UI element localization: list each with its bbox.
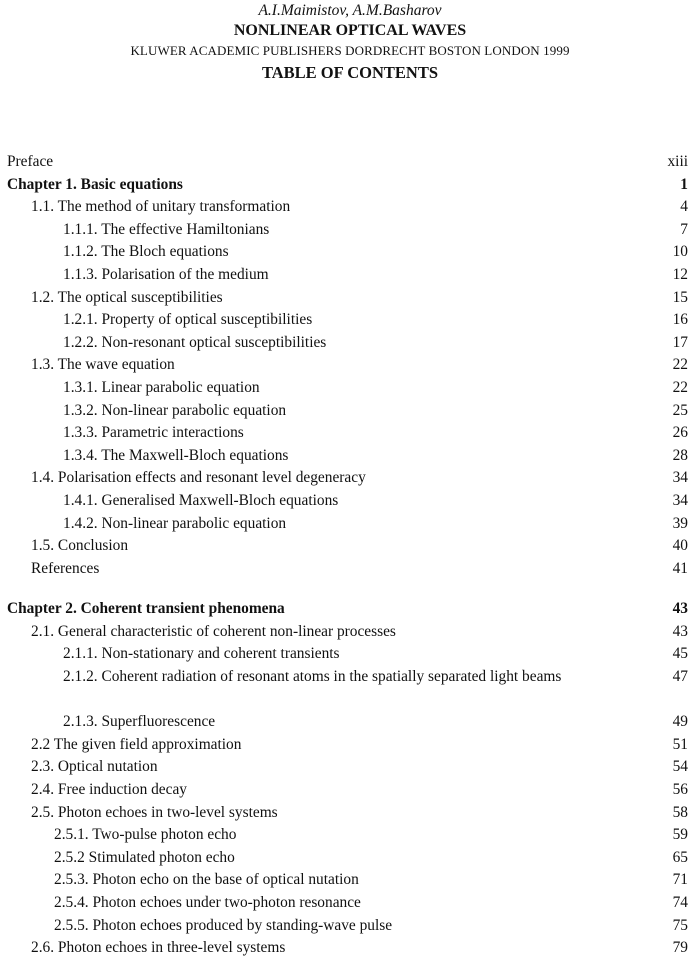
toc-entry-title: 1.4.2. Non-linear parabolic equation	[63, 514, 287, 532]
toc-entry-page: 25	[672, 401, 688, 419]
toc-entry	[0, 264, 700, 287]
toc-entry-page: 75	[672, 916, 688, 934]
toc-entry	[0, 756, 700, 779]
toc-chapter-entry	[0, 598, 700, 621]
toc-entry	[0, 869, 700, 892]
toc-entry-page: 26	[672, 424, 688, 442]
toc-entry-title: 1.4. Polarisation effects and resonant level degeneracy	[31, 469, 366, 487]
toc-entry-page: 49	[672, 713, 688, 731]
book-title: NONLINEAR OPTICAL WAVES	[233, 22, 467, 39]
toc-entry-page: 34	[672, 491, 688, 509]
toc-entry	[0, 558, 700, 581]
toc-chapter-entry	[0, 174, 700, 197]
toc-entry-page: 7	[680, 220, 688, 238]
toc-entry-title: 2.1. General characteristic of coherent non-linear processes	[31, 622, 396, 640]
toc-entry-title: 2.5.3. Photon echo on the base of optical nutation	[54, 871, 359, 889]
toc-entry-page: 47	[672, 668, 688, 686]
publisher-line: KLUWER ACADEMIC PUBLISHERS DORDRECHT BOSTON LONDON 1999	[130, 43, 570, 58]
toc-entry-title: 2.5.4. Photon echoes under two-photon resonance	[54, 894, 361, 911]
toc-entry-title: 1.2. The optical susceptibilities	[31, 288, 223, 306]
toc-entry-title: 2.5.5. Photon echoes produced by standing-wave pulse	[54, 916, 393, 934]
toc-entry	[0, 241, 700, 264]
toc-entry-title: 1.3. The wave equation	[31, 356, 175, 374]
toc-entry-page: 4	[680, 198, 688, 216]
toc-entry-page: 17	[672, 333, 688, 351]
toc-entry-title: 1.3.1. Linear parabolic equation	[63, 378, 260, 396]
toc-entry	[0, 824, 700, 847]
toc-entry-page: 15	[672, 288, 688, 306]
toc-entry	[0, 621, 700, 644]
toc-entry-page: 40	[672, 537, 688, 555]
chapter-spacer	[0, 580, 700, 598]
toc-entry-page: 79	[672, 939, 688, 957]
toc-entry-page: 43	[672, 622, 688, 640]
toc-entry-page: xiii	[667, 153, 688, 170]
toc-entry-title: 2.1.2. Coherent radiation of resonant atoms in the spatially separated light beams	[63, 668, 562, 686]
toc-entry-page: 54	[672, 758, 688, 776]
toc-entry-title: Preface	[7, 153, 54, 170]
toc-entry	[0, 354, 700, 377]
toc-entry-page: 43	[672, 600, 688, 618]
toc-entry	[0, 711, 700, 734]
toc-entry-title: 1.4.1. Generalised Maxwell-Bloch equations	[63, 491, 339, 509]
toc-entry-page: 59	[672, 826, 688, 844]
toc-entry-page: 58	[672, 803, 688, 821]
toc-entry-title: 2.5.1. Two-pulse photon echo	[54, 826, 237, 844]
toc-entry	[0, 847, 700, 870]
toc-entry	[0, 666, 700, 711]
toc-entry-page: 74	[672, 894, 688, 911]
toc-entry-title: 2.2 The given field approximation	[31, 735, 242, 753]
toc-entry	[0, 802, 700, 825]
toc-entry	[0, 287, 700, 310]
toc-entry-title: 2.3. Optical nutation	[31, 758, 158, 776]
toc-entry-page: 45	[672, 645, 688, 663]
toc-entry-title: 1.1. The method of unitary transformation	[31, 198, 291, 216]
toc-entry-title: 1.5. Conclusion	[31, 537, 129, 555]
toc-entry-title: 1.3.2. Non-linear parabolic equation	[63, 401, 287, 419]
toc-entry	[0, 779, 700, 802]
toc-entry-page: 10	[672, 243, 688, 261]
toc-entry-page: 34	[672, 469, 688, 487]
authors: A.I.Maimistov, A.M.Basharov	[258, 2, 442, 19]
toc-entry	[0, 535, 700, 558]
toc-entry	[0, 151, 700, 174]
toc-entry	[0, 467, 700, 490]
toc-entry-page: 56	[672, 781, 688, 799]
toc-entry-title: 2.1.3. Superfluorescence	[63, 713, 216, 731]
toc-entry-page: 22	[672, 378, 688, 396]
toc-entry-page: 41	[672, 559, 688, 577]
toc-entry-title: 1.1.3. Polarisation of the medium	[63, 265, 269, 283]
table-of-contents	[0, 151, 700, 960]
toc-entry-page: 39	[672, 514, 688, 532]
toc-entry-title: 2.5. Photon echoes in two-level systems	[31, 803, 278, 821]
toc-entry	[0, 332, 700, 355]
toc-entry-title: 1.2.1. Property of optical susceptibilities	[63, 311, 313, 329]
toc-entry	[0, 219, 700, 242]
toc-entry	[0, 643, 700, 666]
toc-entry	[0, 937, 700, 960]
toc-entry	[0, 445, 700, 468]
toc-entry	[0, 196, 700, 219]
toc-entry	[0, 915, 700, 938]
toc-entry	[0, 490, 700, 513]
toc-heading: TABLE OF CONTENTS	[261, 63, 439, 82]
toc-entry-title: 1.1.2. The Bloch equations	[63, 243, 229, 261]
toc-entry-title: 1.3.3. Parametric interactions	[63, 424, 244, 442]
toc-entry-page: 65	[672, 848, 688, 866]
toc-entry-title: 1.2.2. Non-resonant optical susceptibilities	[63, 333, 327, 351]
toc-entry-title: 1.3.4. The Maxwell-Bloch equations	[63, 446, 289, 464]
toc-entry-title: Chapter 2. Coherent transient phenomena	[7, 600, 285, 618]
toc-entry-page: 71	[672, 871, 688, 889]
toc-entry-page: 22	[672, 356, 688, 374]
toc-entry	[0, 400, 700, 423]
toc-entry	[0, 377, 700, 400]
toc-entry-title: 2.4. Free induction decay	[31, 781, 187, 799]
toc-entry	[0, 309, 700, 332]
toc-entry-title: 1.1.1. The effective Hamiltonians	[63, 220, 270, 238]
toc-entry	[0, 513, 700, 536]
toc-entry-page: 12	[672, 265, 688, 283]
toc-entry-title: 2.5.2 Stimulated photon echo	[54, 848, 235, 866]
toc-entry-page: 51	[672, 735, 688, 753]
toc-entry-title: References	[31, 559, 100, 577]
toc-entry	[0, 734, 700, 757]
toc-entry-page: 1	[680, 175, 688, 193]
toc-entry-page: 16	[672, 311, 688, 329]
toc-entry-title: Chapter 1. Basic equations	[7, 175, 183, 193]
toc-entry-title: 2.1.1. Non-stationary and coherent transients	[63, 645, 340, 663]
toc-entry	[0, 892, 700, 915]
toc-entry-page: 28	[672, 446, 688, 464]
toc-entry-title: 2.6. Photon echoes in three-level systems	[31, 939, 286, 957]
toc-entry	[0, 422, 700, 445]
